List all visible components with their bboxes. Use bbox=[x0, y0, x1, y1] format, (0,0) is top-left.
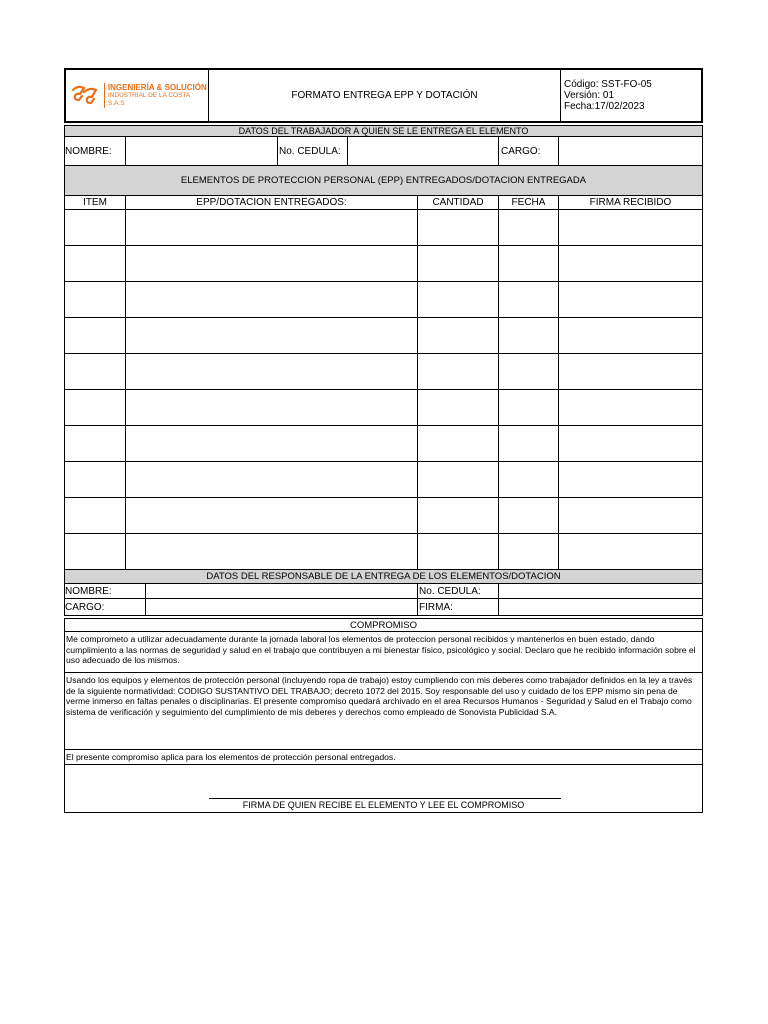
row-date-cell[interactable] bbox=[499, 246, 559, 281]
commitment-title: COMPROMISO bbox=[349, 619, 418, 631]
commitment-text-3: El presente compromiso aplica para los elementos de protección personal entregados. bbox=[66, 752, 396, 762]
row-quantity-cell[interactable] bbox=[418, 318, 499, 353]
doc-date: Fecha:17/02/2023 bbox=[564, 101, 645, 112]
row-date-cell[interactable] bbox=[499, 318, 559, 353]
row-item-cell[interactable] bbox=[65, 354, 126, 389]
row-date-cell[interactable] bbox=[499, 390, 559, 425]
row-signature-cell[interactable] bbox=[559, 246, 702, 281]
row-item-cell[interactable] bbox=[65, 246, 126, 281]
row-epp-cell[interactable] bbox=[126, 210, 418, 245]
worker-section-title: DATOS DEL TRABAJADOR A QUIEN SE LE ENTREGA EL ELEMENTO bbox=[238, 126, 529, 136]
brand-line2: INDUSTRIAL DE LA COSTA S.A.S bbox=[107, 92, 190, 107]
worker-position-label: CARGO: bbox=[499, 137, 559, 165]
epp-table-row bbox=[64, 390, 703, 426]
worker-id-field[interactable] bbox=[348, 137, 499, 165]
row-item-cell[interactable] bbox=[65, 498, 126, 533]
brand-line1: INGENIERÍA & SOLUCIÓN bbox=[107, 83, 207, 92]
epp-table-row bbox=[64, 318, 703, 354]
row-epp-cell[interactable] bbox=[126, 462, 418, 497]
responsible-section-title: DATOS DEL RESPONSABLE DE LA ENTREGA DE LOS ELEMENTOS/DOTACION bbox=[206, 571, 561, 582]
signature-area[interactable] bbox=[64, 765, 703, 813]
row-item-cell[interactable] bbox=[65, 534, 126, 569]
signature-caption: FIRMA DE QUIEN RECIBE EL ELEMENTO Y LEE EL COMPROMISO bbox=[242, 800, 525, 810]
row-quantity-cell[interactable] bbox=[418, 534, 499, 569]
brand-name bbox=[104, 83, 208, 108]
row-epp-cell[interactable] bbox=[126, 318, 418, 353]
row-quantity-cell[interactable] bbox=[418, 282, 499, 317]
row-item-cell[interactable] bbox=[65, 462, 126, 497]
row-date-cell[interactable] bbox=[499, 282, 559, 317]
row-signature-cell[interactable] bbox=[559, 318, 702, 353]
col-signature: FIRMA RECIBIDO bbox=[589, 197, 672, 208]
responsible-id-field[interactable] bbox=[499, 584, 702, 598]
row-date-cell[interactable] bbox=[499, 210, 559, 245]
epp-table-header bbox=[64, 196, 703, 210]
row-quantity-cell[interactable] bbox=[418, 426, 499, 461]
row-signature-cell[interactable] bbox=[559, 210, 702, 245]
company-logo-icon bbox=[70, 84, 100, 108]
signature-line bbox=[209, 798, 561, 799]
responsible-position-label: CARGO: bbox=[65, 599, 146, 615]
responsible-name-label: NOMBRE: bbox=[65, 584, 146, 598]
epp-table-row bbox=[64, 246, 703, 282]
row-signature-cell[interactable] bbox=[559, 354, 702, 389]
row-signature-cell[interactable] bbox=[559, 390, 702, 425]
epp-table-body bbox=[64, 210, 703, 570]
row-signature-cell[interactable] bbox=[559, 462, 702, 497]
doc-version: Versión: 01 bbox=[564, 90, 615, 101]
row-quantity-cell[interactable] bbox=[418, 210, 499, 245]
brand-logo bbox=[66, 70, 209, 121]
responsible-signature-field[interactable] bbox=[499, 599, 702, 615]
worker-position-field[interactable] bbox=[559, 137, 702, 165]
row-epp-cell[interactable] bbox=[126, 534, 418, 569]
row-epp-cell[interactable] bbox=[126, 354, 418, 389]
epp-section-header bbox=[64, 166, 703, 196]
form-title: FORMATO ENTREGA EPP Y DOTACIÓN bbox=[209, 70, 561, 121]
commitment-paragraph-3 bbox=[64, 750, 703, 765]
row-date-cell[interactable] bbox=[499, 426, 559, 461]
row-item-cell[interactable] bbox=[65, 426, 126, 461]
worker-name-field[interactable] bbox=[126, 137, 278, 165]
doc-code: Código: SST-FO-05 bbox=[564, 79, 652, 90]
commitment-section-header bbox=[64, 618, 703, 632]
form-header bbox=[64, 68, 703, 123]
commitment-paragraph-1 bbox=[64, 632, 703, 673]
row-signature-cell[interactable] bbox=[559, 282, 702, 317]
col-item: ITEM bbox=[65, 196, 126, 209]
row-date-cell[interactable] bbox=[499, 354, 559, 389]
epp-table-row bbox=[64, 462, 703, 498]
epp-table-row bbox=[64, 426, 703, 462]
responsible-section-header bbox=[64, 570, 703, 584]
row-epp-cell[interactable] bbox=[126, 282, 418, 317]
row-item-cell[interactable] bbox=[65, 282, 126, 317]
row-signature-cell[interactable] bbox=[559, 498, 702, 533]
epp-table-row bbox=[64, 210, 703, 246]
row-item-cell[interactable] bbox=[65, 390, 126, 425]
row-item-cell[interactable] bbox=[65, 210, 126, 245]
col-quantity: CANTIDAD bbox=[418, 196, 499, 209]
responsible-position-field[interactable] bbox=[146, 599, 418, 615]
row-signature-cell[interactable] bbox=[559, 534, 702, 569]
worker-name-label: NOMBRE: bbox=[65, 137, 126, 165]
row-quantity-cell[interactable] bbox=[418, 354, 499, 389]
worker-data-row bbox=[64, 137, 703, 166]
row-date-cell[interactable] bbox=[499, 498, 559, 533]
commitment-paragraph-2 bbox=[64, 673, 703, 750]
responsible-row-2 bbox=[64, 599, 703, 616]
responsible-row-1 bbox=[64, 584, 703, 599]
epp-table-row bbox=[64, 534, 703, 570]
row-quantity-cell[interactable] bbox=[418, 246, 499, 281]
row-item-cell[interactable] bbox=[65, 318, 126, 353]
document-meta bbox=[561, 70, 701, 121]
epp-section-title: ELEMENTOS DE PROTECCION PERSONAL (EPP) ENTREGADOS/DOTACION ENTREGADA bbox=[180, 175, 587, 186]
row-date-cell[interactable] bbox=[499, 462, 559, 497]
epp-table-row bbox=[64, 354, 703, 390]
responsible-signature-label: FIRMA: bbox=[418, 599, 499, 615]
row-epp-cell[interactable] bbox=[126, 498, 418, 533]
row-quantity-cell[interactable] bbox=[418, 498, 499, 533]
row-quantity-cell[interactable] bbox=[418, 462, 499, 497]
worker-section-header bbox=[64, 125, 703, 137]
worker-id-label: No. CEDULA: bbox=[278, 137, 348, 165]
row-epp-cell[interactable] bbox=[126, 390, 418, 425]
col-epp: EPP/DOTACION ENTREGADOS: bbox=[126, 196, 418, 209]
responsible-id-label: No. CEDULA: bbox=[418, 584, 499, 598]
responsible-name-field[interactable] bbox=[146, 584, 418, 598]
row-signature-cell[interactable] bbox=[559, 426, 702, 461]
row-epp-cell[interactable] bbox=[126, 426, 418, 461]
row-date-cell[interactable] bbox=[499, 534, 559, 569]
commitment-text-1: Me comprometo a utilizar adecuadamente durante la jornada laboral los elementos de proteccion personal recibidos y mantenerlos en buen estado, dando cumplimiento a las normas de seguridad y salud en el trabajo que contribuyen a mi bienestar físico, psicológico y social. Declaro que he recibido información sobre el uso adecuado de los mismos. bbox=[66, 634, 696, 665]
epp-table-row bbox=[64, 498, 703, 534]
commitment-text-2: Usando los equipos y elementos de protección personal (incluyendo ropa de trabajo) estoy cumpliendo con mis deberes como trabajador definidos en la ley a través de la siguiente normatividad: CODIGO SUSTANTIVO DEL TRABAJO; decreto 1072 del 2015. Soy responsable del uso y cuidado de los EPP mismo sin pena de verme inmerso en faltas penales o disciplinarias. El presente compromiso quedará archivado en el area Recursos Humanos - Seguridad y Salud en el Trabajo como sistema de verificación y seguimiento del cumplimiento de mis deberes y derechos como empleado de Sonovista Publicidad S.A. bbox=[66, 675, 693, 717]
row-epp-cell[interactable] bbox=[126, 246, 418, 281]
col-date: FECHA bbox=[499, 196, 559, 209]
epp-table-row bbox=[64, 282, 703, 318]
epp-form bbox=[64, 68, 703, 813]
row-quantity-cell[interactable] bbox=[418, 390, 499, 425]
